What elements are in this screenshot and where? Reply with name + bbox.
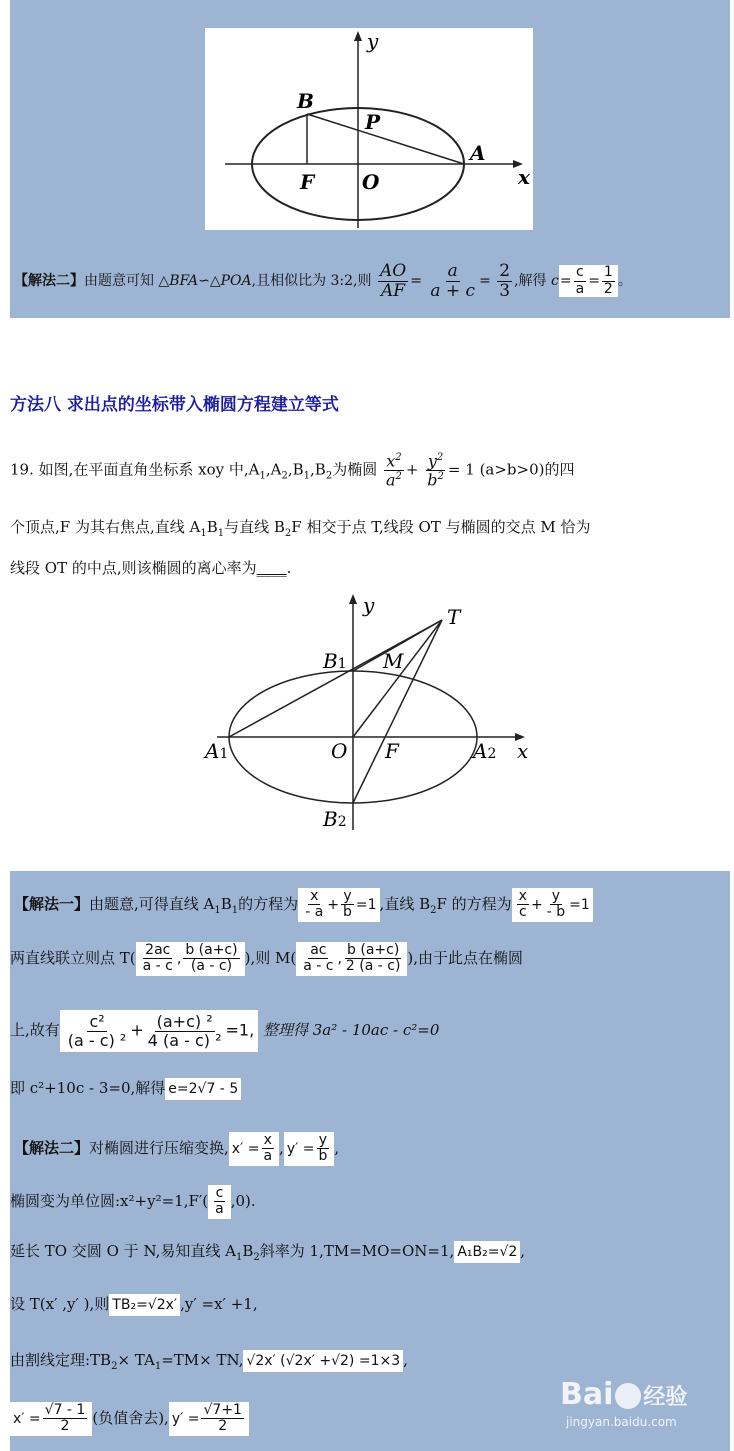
y-arrow-2 bbox=[349, 594, 357, 604]
frac-2-3: $\frac{2}{3}$ bbox=[499, 261, 511, 301]
line-B2-T bbox=[353, 620, 442, 803]
label-F: F bbox=[300, 170, 315, 194]
sol2b-line5: 由割线定理$:TB_2\times TA_1=TM\times$ TN, √2x′ (√2x′ +√2) =1×3 , bbox=[10, 1351, 408, 1372]
label-B: B bbox=[297, 89, 314, 113]
watermark-url: jingyan.baidu.com bbox=[566, 1415, 677, 1429]
TB2-expression: TB₂=√2x′ bbox=[109, 1294, 180, 1316]
method8-title: 方法八 求出点的坐标带入椭圆方程建立等式 bbox=[10, 395, 339, 415]
fig2-label-T: T bbox=[447, 605, 461, 629]
sol2a-similar: △BFA∽△POA bbox=[158, 273, 252, 290]
result-box-c-a: = $\frac{c}{a}$ = $\frac{1}{2}$ bbox=[559, 265, 618, 297]
eccentricity-result: e=2√7 - 5 bbox=[165, 1078, 241, 1100]
problem-condition: (a>b>0)的四 bbox=[479, 460, 575, 479]
point-M-coords: $\frac{ac}{a - c}$ , $\frac{b (a+c)}{2 (a - c)}$ bbox=[296, 942, 407, 976]
problem-line2: 个顶点,F 为其右焦点,直线 $A_1B_1$与直线 $B_2F$ 相交于点 T,线段 OT 与椭圆的交点 M 恰为 bbox=[10, 518, 591, 539]
sol1-line2: 两直线联立则点 T( $\frac{2ac}{a - c}$ , $\frac{b (a+c)}{(a - c)}$ ),则 M( $\frac{ac}{a - c}$ , $\frac{b (a+c)}{2 (a - c)}$ ),由于此点在椭圆 bbox=[10, 942, 524, 975]
label-O: O bbox=[362, 170, 380, 194]
answer-blank[interactable]: ____ bbox=[256, 559, 287, 577]
sol2b-line6: x′ = $\frac{√7 - 1}{2}$ (负值舍去), y′ = $\frac{√7+1}{2}$ bbox=[10, 1402, 249, 1436]
fig2-label-A2: A2 bbox=[473, 739, 497, 763]
fig2-label-x: x bbox=[517, 739, 529, 763]
fig2-label-B2: B2 bbox=[323, 807, 347, 831]
problem-line1: 19. 如图,在平面直角坐标系 xoy 中$,A_1,A_2,B_1,B_2$为椭圆 $\frac{x^2}{a^2}$ + $\frac{y^2}{b^2}$ = 1 (a>b>0)的四 bbox=[10, 451, 575, 490]
line-A1B1-eq: $\frac{x}{- a}$ + $\frac{y}{b}$ =1 bbox=[298, 888, 379, 922]
label-y: y bbox=[367, 29, 379, 53]
jingyan-text: 经验 bbox=[643, 1385, 688, 1410]
line-O-T bbox=[353, 620, 442, 737]
ellipse-eq-y: $\frac{y^2}{b^2}$ bbox=[427, 451, 444, 490]
sol2a-solve: ,解得 bbox=[514, 273, 547, 290]
frac-AO-AF: $\frac{AO}{AF}$ bbox=[379, 261, 407, 301]
sol2b-line1: 【解法二】对椭圆进行压缩变换, x′ = $\frac{x}{a}$ , y′ = $\frac{y}{b}$ , bbox=[14, 1132, 340, 1165]
ellipse-eq-x: $\frac{x^2}{a^2}$ bbox=[386, 451, 402, 490]
ellipse-substitution: $\frac{\text{c²}}{\text{(a - c) ²}}$ + $\frac{\text{(a+c) ²}}{\text{4 (a - c) ²}}$ =1, bbox=[60, 1010, 258, 1052]
fig2-label-y: y bbox=[363, 593, 375, 617]
ellipse-figure-2 bbox=[195, 588, 540, 836]
sol2a-c: c bbox=[551, 273, 559, 290]
sol1-line1: 【解法一】由题意,可得直线 $A_1B_1$的方程为 $\frac{x}{- a}$ + $\frac{y}{b}$ =1 ,直线 $B_2F$ 的方程为 $\frac{x}{c}$ + $\frac{y}{- b}$ =1 bbox=[14, 888, 593, 922]
point-T-coords: $\frac{2ac}{a - c}$ , $\frac{b (a+c)}{(a - c)}$ bbox=[136, 942, 245, 976]
label-P: P bbox=[365, 110, 381, 134]
problem-line3: 线段 OT 的中点,则该椭圆的离心率为____. bbox=[10, 559, 292, 577]
y-prime-result: y′ = $\frac{√7+1}{2}$ bbox=[169, 1402, 249, 1436]
sol2a-ratio: ,且相似比为 3:2,则 bbox=[251, 273, 372, 290]
fig2-label-A1: A1 bbox=[205, 739, 229, 763]
fig2-label-B1: B1 bbox=[323, 649, 347, 673]
frac-a-ac: $\frac{a}{a + c}$ bbox=[430, 261, 476, 301]
sol2b-line4: 设 T(x′ ,y′ ),则 TB₂=√2x′ ,y′ =x′ +1, bbox=[10, 1294, 258, 1316]
fig2-label-F: F bbox=[385, 739, 399, 763]
compress-y: y′ = $\frac{y}{b}$ bbox=[284, 1132, 335, 1166]
paw-icon bbox=[615, 1383, 641, 1409]
sol2a-line: 【解法二】由题意可知 △BFA∽△POA,且相似比为 3:2,则 $\frac{AO}{AF}$ = $\frac{a}{a + c}$ = $\frac{2}{3}$ ,解得 c= $\frac{c}{a}$ = $\frac{1}{2}$ 。 bbox=[14, 261, 632, 301]
focus-coord: $\frac{c}{a}$ bbox=[208, 1185, 231, 1219]
baidu-logo-text: Bai bbox=[560, 1377, 614, 1412]
ellipse-figure-1 bbox=[205, 28, 533, 230]
label-A: A bbox=[470, 141, 486, 165]
baidu-watermark bbox=[560, 1378, 730, 1438]
line-B2F-eq: $\frac{x}{c}$ + $\frac{y}{- b}$ =1 bbox=[512, 888, 593, 922]
sol1-line3: 上,故有 $\frac{\text{c²}}{\text{(a - c) ²}}$ + $\frac{\text{(a+c) ²}}{\text{4 (a - c) ²}}$ =1, 整理得 3a² - 10ac - c²=0 bbox=[10, 1010, 439, 1052]
sol2b-line2: 椭圆变为单位圆:x²+y²=1,F′( $\frac{c}{a}$ ,0). bbox=[10, 1185, 256, 1218]
sol2a-label: 【解法二】 bbox=[14, 273, 84, 290]
sol2a-prefix: 由题意可知 bbox=[84, 273, 154, 290]
x-prime-result: x′ = $\frac{√7 - 1}{2}$ bbox=[10, 1402, 92, 1436]
secant-equation: √2x′ (√2x′ +√2) =1×3 bbox=[243, 1350, 403, 1372]
sol1-line4: 即 c²+10c - 3=0,解得 e=2√7 - 5 bbox=[10, 1078, 241, 1100]
sol2b-line3: 延长 TO 交圆 O 于 N,易知直线 $A_1B_2$斜率为 1,TM=MO=ON=1, A₁B₂=√2 , bbox=[10, 1242, 526, 1263]
fig2-label-M: M bbox=[383, 649, 404, 673]
label-x: x bbox=[518, 165, 530, 189]
compress-x: x′ = $\frac{x}{a}$ bbox=[229, 1132, 279, 1166]
A1B2-length: A₁B₂=√2 bbox=[454, 1241, 520, 1263]
fig2-label-O: O bbox=[331, 739, 348, 763]
